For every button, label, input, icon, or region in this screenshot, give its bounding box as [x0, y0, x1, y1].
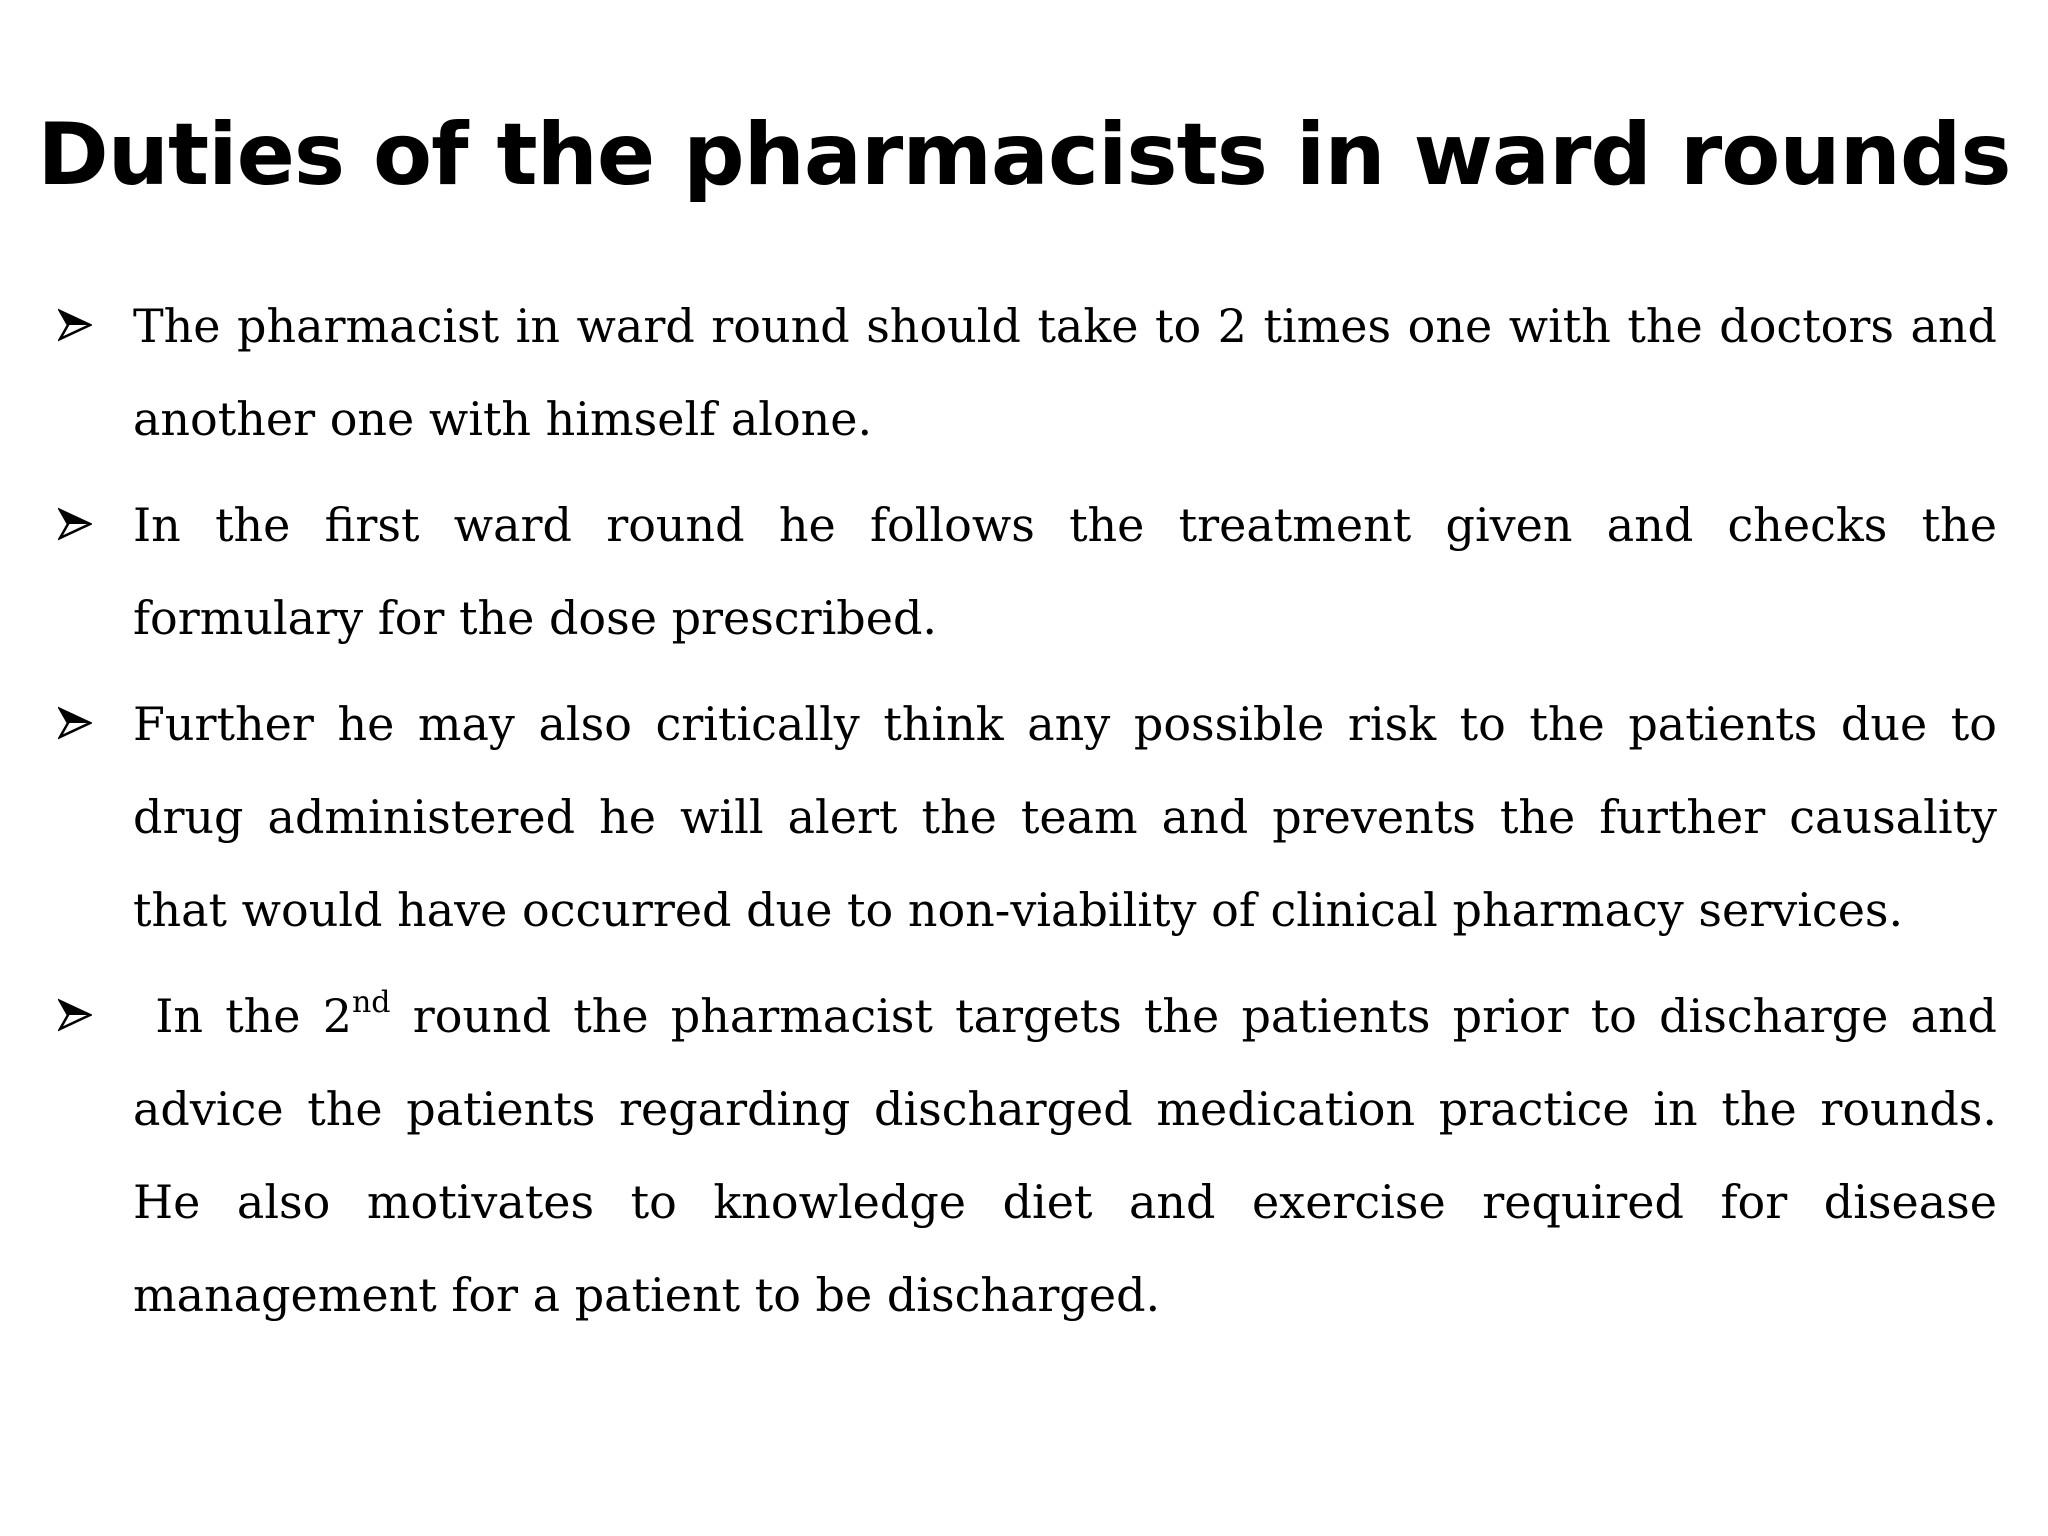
bullet-text: Further he may also critically think any possible risk to the patients due to drug administered he will alert the team and prevents the further causality that would have occurred due to non-viability of clinical pharmacy services.	[133, 697, 1997, 937]
bullet-text-start: In the 2	[155, 989, 352, 1043]
bullet-list	[0, 280, 2048, 1355]
list-item	[0, 970, 2048, 1342]
bullet-text: In the first ward round he follows the treatment given and checks the formulary for the dose prescribed.	[133, 498, 1997, 645]
bullet-text: The pharmacist in ward round should take to 2 times one with the doctors and another one with himself alone.	[133, 299, 1997, 446]
arrowhead-bullet-icon	[58, 706, 92, 740]
arrowhead-bullet-icon	[58, 998, 92, 1032]
ordinal-suffix: nd	[351, 985, 391, 1020]
bullet-text	[133, 970, 1997, 1342]
list-item	[0, 678, 2048, 957]
bullet-text-rest: round the pharmacist targets the patients prior to discharge and advice the patients regarding discharged medication practice in the rounds. He also motivates to knowledge diet and exercise required for disease management for a patient to be discharged.	[133, 989, 1997, 1322]
list-item	[0, 280, 2048, 466]
arrowhead-bullet-icon	[58, 507, 92, 541]
arrowhead-bullet-icon	[58, 308, 92, 342]
slide-title: Duties of the pharmacists in ward rounds	[37, 105, 2011, 205]
list-item	[0, 479, 2048, 665]
